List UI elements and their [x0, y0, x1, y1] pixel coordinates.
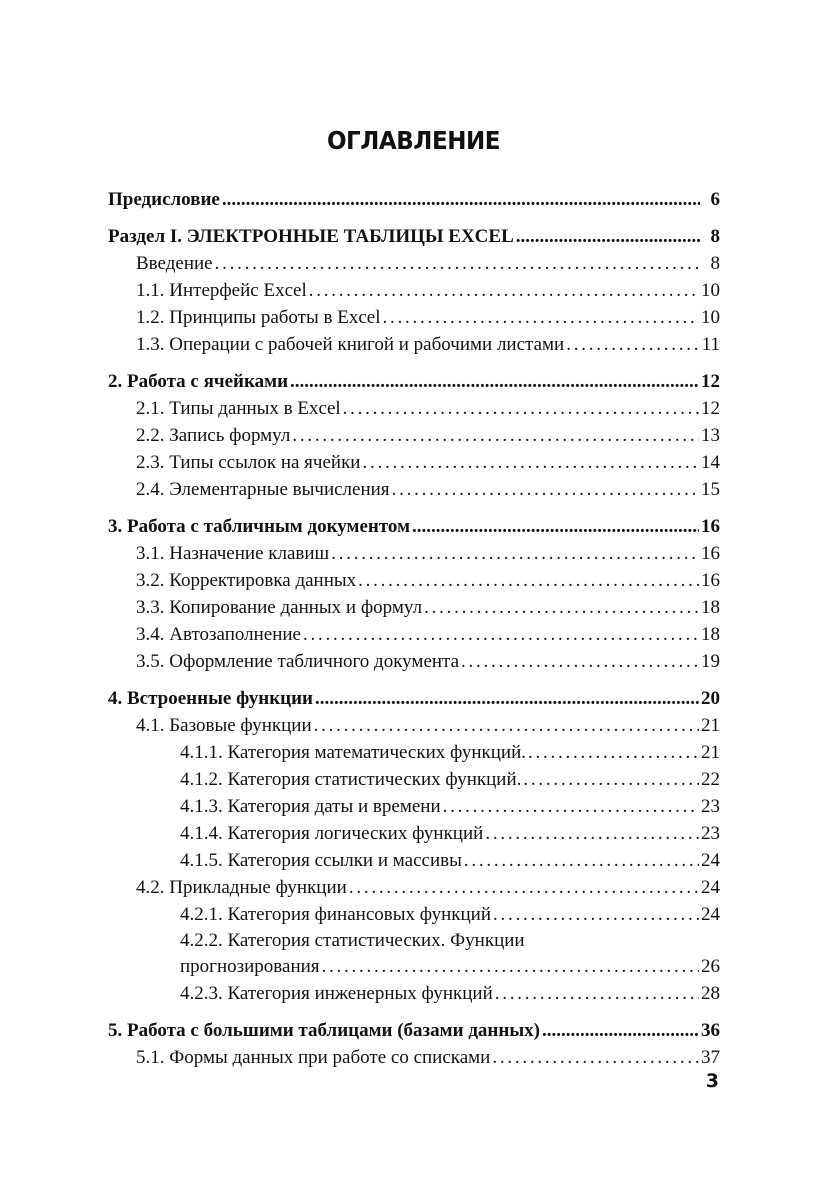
toc-entry-chapter-2[interactable] [108, 368, 720, 395]
toc-entry-title: 5.1. Формы данных при работе со списками [136, 1047, 491, 1068]
toc-entry-3-1[interactable] [108, 540, 720, 567]
toc-entry-page: 13 [701, 425, 720, 446]
toc-entry-title: 4.1.3. Категория даты и времени [180, 796, 441, 817]
leader-dots [443, 793, 699, 820]
toc-entry-title: 2.3. Типы ссылок на ячейки [136, 452, 361, 473]
leader-dots [464, 847, 699, 874]
toc-entry-4-2-2[interactable] [108, 953, 720, 980]
toc-entry-page: 23 [701, 796, 720, 817]
toc-entry-2-1[interactable] [108, 395, 720, 422]
leader-dots [358, 567, 699, 594]
toc-entry-4-1-2[interactable] [108, 766, 720, 793]
leader-dots [343, 395, 699, 422]
toc-entry-2-3[interactable] [108, 449, 720, 476]
toc-entry-title: 4.1.4. Категория логических функций [180, 823, 484, 844]
toc-entry-2-4[interactable] [108, 476, 720, 503]
toc-entry-title: 3.4. Автозаполнение [136, 624, 301, 645]
toc-entry-title: 3.2. Корректировка данных [136, 570, 357, 591]
leader-dots [349, 874, 699, 901]
leader-dots [492, 1044, 699, 1071]
toc-entry-title: 3.5. Оформление табличного документа [136, 651, 460, 672]
leader-dots [322, 953, 699, 980]
toc-entry-page: 16 [701, 516, 720, 537]
toc-entry-page: 21 [701, 742, 720, 763]
toc-entry-4-2-2-line1: 4.2.2. Категория статистических. Функции [180, 930, 525, 951]
toc-entry-title: 2. Работа с ячейками [108, 371, 289, 392]
toc-entry-3-3[interactable] [108, 594, 720, 621]
toc-entry-title: 2.1. Типы данных в Excel [136, 398, 341, 419]
toc-entry-5-1[interactable] [108, 1044, 720, 1071]
toc-entry-title: 4.1.2. Категория статистических функций. [180, 769, 522, 790]
toc-entry-1-3[interactable] [108, 331, 720, 358]
toc-entry-page: 22 [701, 769, 720, 790]
toc-entry-page: 15 [701, 479, 720, 500]
toc-entry-page: 11 [701, 334, 720, 355]
toc-entry-chapter-3[interactable] [108, 513, 720, 540]
toc-entry-title: 1.1. Интерфейс Excel [136, 280, 307, 301]
page-number: 3 [705, 1070, 719, 1092]
toc-entry-page: 12 [701, 398, 720, 419]
toc-entry-title: 3. Работа с табличным документом [108, 516, 411, 537]
toc-entry-page: 8 [710, 226, 720, 247]
leader-dots [315, 685, 699, 712]
toc-entry-page: 19 [701, 651, 720, 672]
toc-entry-title: 4. Встроенные функции [108, 688, 313, 709]
toc-entry-page: 6 [710, 189, 720, 210]
toc-entry-4-1-5[interactable] [108, 847, 720, 874]
toc-entry-title: 4.2.1. Категория финансовых функций [180, 904, 491, 925]
leader-dots [424, 594, 699, 621]
toc-entry-page: 21 [701, 715, 720, 736]
toc-entry-title: 3.3. Копирование данных и формул [136, 597, 423, 618]
toc-entry-page: 10 [701, 307, 720, 328]
toc-entry-title: 2.2. Запись формул [136, 425, 291, 446]
toc-entry-4-2-3[interactable] [108, 980, 720, 1007]
toc-entry-page: 28 [701, 983, 720, 1004]
toc-entry-introduction[interactable] [108, 250, 720, 277]
leader-dots [528, 739, 699, 766]
leader-dots [485, 820, 699, 847]
leader-dots [495, 980, 699, 1007]
toc-entry-4-2[interactable] [108, 874, 720, 901]
toc-entry-chapter-5[interactable] [108, 1017, 720, 1044]
toc-entry-page: 23 [701, 823, 720, 844]
leader-dots [392, 476, 699, 503]
toc-entry-page: 18 [701, 597, 720, 618]
toc-entry-preface[interactable] [108, 186, 720, 213]
toc-entry-title: 1.2. Принципы работы в Excel [136, 307, 381, 328]
toc-entry-page: 10 [701, 280, 720, 301]
toc-entry-title: прогнозирования [180, 956, 320, 977]
toc-entry-title: 3.1. Назначение клавиш [136, 543, 330, 564]
leader-dots [331, 540, 699, 567]
toc-entry-page: 24 [701, 850, 720, 871]
toc-entry-4-1[interactable] [108, 712, 720, 739]
leader-dots [461, 648, 699, 675]
toc-entry-4-2-1[interactable] [108, 901, 720, 928]
toc-entry-page: 20 [701, 688, 720, 709]
toc-entry-3-2[interactable] [108, 567, 720, 594]
toc-entry-page: 12 [701, 371, 720, 392]
toc-entry-1-1[interactable] [108, 277, 720, 304]
toc-entry-page: 26 [701, 956, 720, 977]
leader-dots [362, 449, 699, 476]
toc-entry-title: 4.1.1. Категория математических функций. [180, 742, 526, 763]
toc-entry-page: 18 [701, 624, 720, 645]
toc-entry-title: 4.2. Прикладные функции [136, 877, 347, 898]
toc-entry-page: 16 [701, 543, 720, 564]
leader-dots [303, 621, 699, 648]
table-of-contents [108, 186, 720, 1071]
toc-entry-page: 24 [701, 904, 720, 925]
leader-dots [493, 901, 699, 928]
toc-entry-title: Предисловие [108, 189, 220, 210]
toc-entry-page: 37 [701, 1047, 720, 1068]
toc-entry-title: Введение [136, 253, 213, 274]
leader-dots [309, 277, 699, 304]
toc-entry-4-1-4[interactable] [108, 820, 720, 847]
toc-entry-4-1-1[interactable] [108, 739, 720, 766]
toc-entry-title: 5. Работа с большими таблицами (базами данных) [108, 1020, 540, 1041]
toc-entry-4-1-3[interactable] [108, 793, 720, 820]
leader-dots [382, 304, 699, 331]
toc-entry-chapter-4[interactable] [108, 685, 720, 712]
toc-entry-page: 14 [701, 452, 720, 473]
leader-dots [516, 223, 700, 250]
leader-dots [292, 422, 699, 449]
leader-dots [542, 1017, 699, 1044]
toc-entry-title: 4.1.5. Категория ссылки и массивы [180, 850, 462, 871]
leader-dots [523, 766, 699, 793]
leader-dots [222, 186, 700, 213]
toc-entry-page: 8 [710, 253, 720, 274]
toc-entry-page: 36 [701, 1020, 720, 1041]
toc-entry-title: 4.2.3. Категория инженерных функций [180, 983, 493, 1004]
page-title: ОГЛАВЛЕНИЕ [326, 126, 501, 155]
leader-dots [314, 712, 699, 739]
toc-entry-title: 1.3. Операции с рабочей книгой и рабочими листами [136, 334, 565, 355]
toc-entry-3-5[interactable] [108, 648, 720, 675]
toc-entry-3-4[interactable] [108, 621, 720, 648]
toc-entry-page: 16 [701, 570, 720, 591]
leader-dots [290, 368, 699, 395]
toc-entry-1-2[interactable] [108, 304, 720, 331]
leader-dots [215, 250, 700, 277]
toc-entry-2-2[interactable] [108, 422, 720, 449]
toc-entry-page: 24 [701, 877, 720, 898]
toc-entry-title: Раздел I. ЭЛЕКТРОННЫЕ ТАБЛИЦЫ EXCEL [108, 226, 514, 247]
leader-dots [566, 331, 700, 358]
toc-entry-part-1[interactable] [108, 223, 720, 250]
toc-entry-title: 4.1. Базовые функции [136, 715, 312, 736]
toc-entry-title: 2.4. Элементарные вычисления [136, 479, 390, 500]
leader-dots [412, 513, 699, 540]
